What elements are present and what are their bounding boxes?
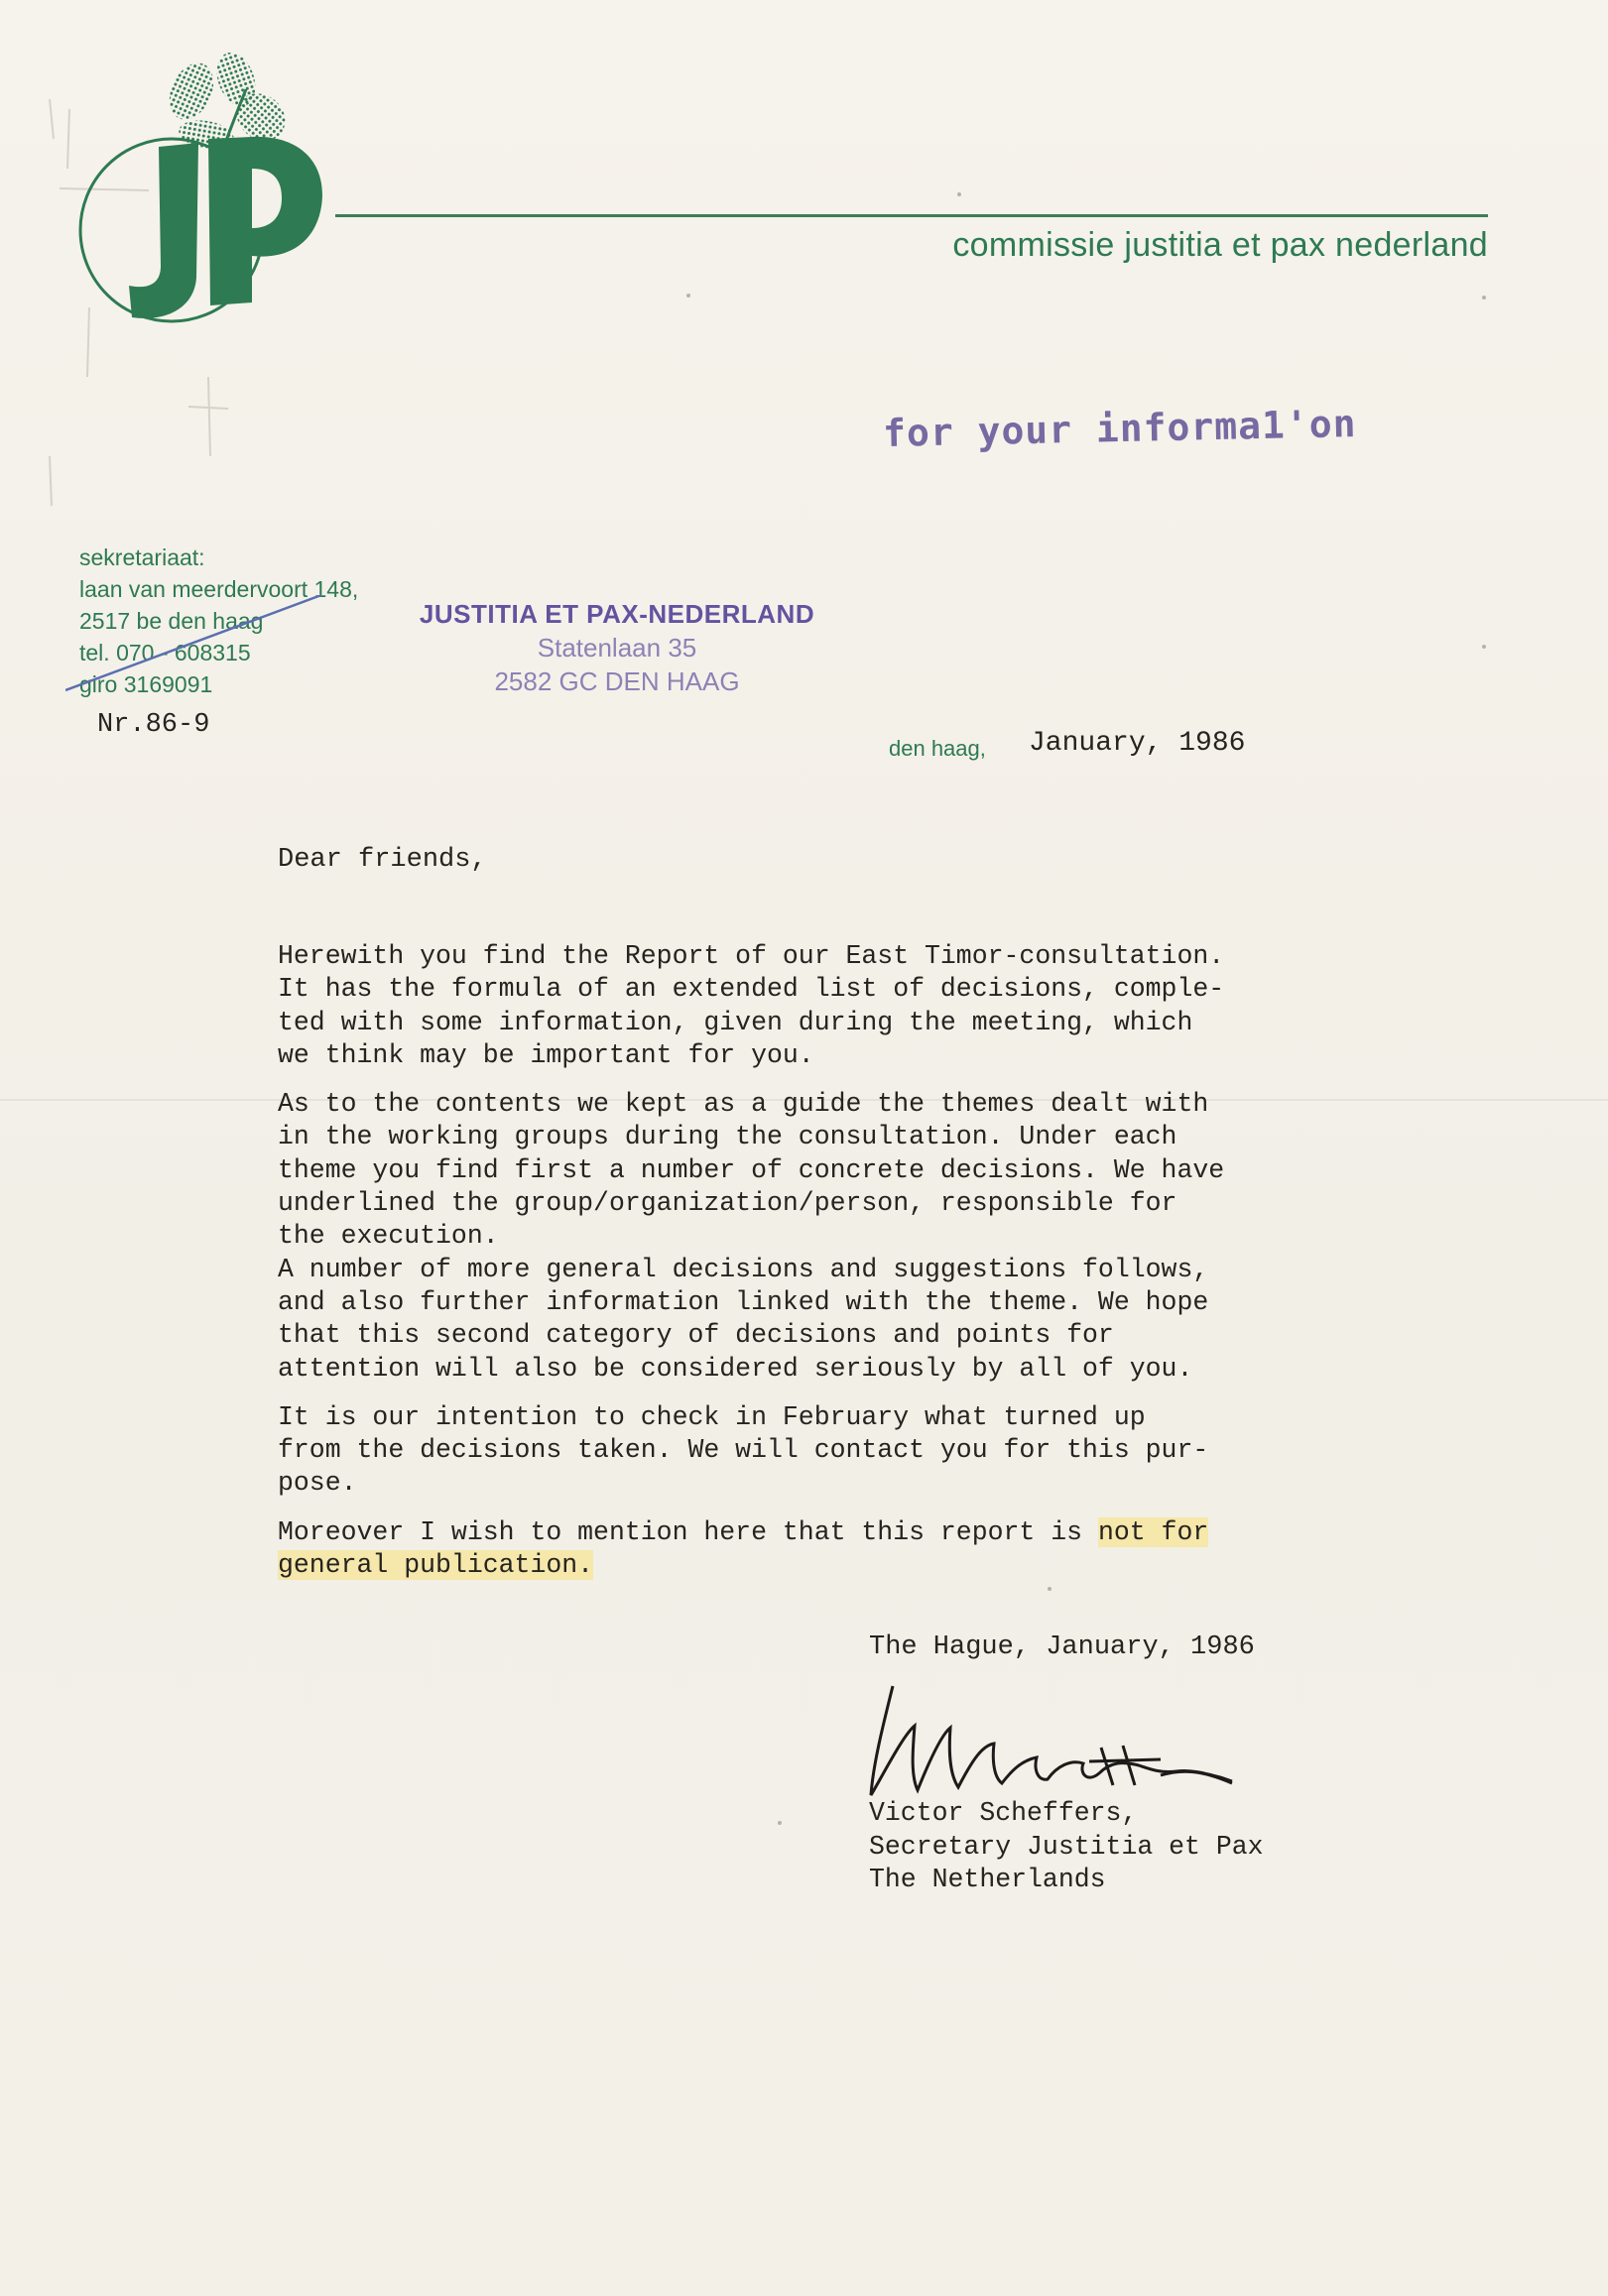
paper-speck bbox=[957, 192, 961, 196]
letterhead-rule bbox=[335, 214, 1488, 217]
text-line: in the working groups during the consultation. Under each bbox=[278, 1122, 1177, 1152]
text-line: and also further information linked with the theme. We hope bbox=[278, 1286, 1209, 1317]
reference-number: Nr.86-9 bbox=[97, 710, 210, 740]
text-line: A number of more general decisions and suggestions follows, bbox=[278, 1254, 1209, 1284]
paper-speck bbox=[1482, 296, 1486, 300]
secretariat-street: laan van meerdervoort 148, bbox=[79, 576, 359, 602]
signatory-name: Victor Scheffers, bbox=[869, 1798, 1138, 1828]
text-line: from the decisions taken. We will contact you for this pur- bbox=[278, 1435, 1209, 1466]
org-name: commissie justitia et pax nederland bbox=[952, 226, 1488, 264]
highlighted-text: general publication. bbox=[278, 1550, 594, 1581]
date-label: den haag, bbox=[889, 736, 986, 761]
paragraph-2 bbox=[278, 1088, 1224, 1386]
secretariat-label: sekretariaat: bbox=[79, 544, 205, 570]
signatory-country: The Netherlands bbox=[869, 1865, 1106, 1894]
stamp-city: 2582 GC DEN HAAG bbox=[494, 666, 740, 696]
text-line: the execution. bbox=[278, 1221, 499, 1252]
handwritten-signature bbox=[863, 1666, 1339, 1805]
text-line: theme you find first a number of concrete decisions. We have bbox=[278, 1154, 1225, 1185]
paper-speck bbox=[1482, 645, 1486, 649]
paragraph-3 bbox=[278, 1401, 1224, 1501]
jp-logo bbox=[77, 40, 335, 347]
text-line: pose. bbox=[278, 1468, 357, 1499]
text-line: It is our intention to check in February what turned up bbox=[278, 1401, 1146, 1432]
signatory-title: Secretary Justitia et Pax bbox=[869, 1831, 1264, 1862]
text-line: attention will also be considered seriously by all of you. bbox=[278, 1353, 1193, 1384]
closing-date: The Hague, January, 1986 bbox=[869, 1632, 1255, 1662]
text-line bbox=[278, 1516, 1224, 1549]
date-value: January, 1986 bbox=[1029, 728, 1246, 759]
address-strike-through bbox=[65, 595, 333, 694]
paper-speck bbox=[1048, 1587, 1051, 1591]
paper-speck bbox=[778, 1821, 782, 1825]
text-line: It has the formula of an extended list of decisions, comple- bbox=[278, 974, 1225, 1005]
letter-body bbox=[278, 940, 1224, 1598]
secretariat-phone: tel. 070 - 608315 bbox=[79, 640, 251, 665]
highlighted-text: not for bbox=[1097, 1516, 1209, 1547]
text-line: ted with some information, given during the meeting, which bbox=[278, 1007, 1193, 1037]
text-line: underlined the group/organization/person, responsible for bbox=[278, 1188, 1177, 1219]
text-plain: Moreover I wish to mention here that this report is bbox=[278, 1516, 1098, 1547]
secretariat-postcode: 2517 be den haag bbox=[79, 608, 264, 634]
signature-block bbox=[869, 1797, 1264, 1897]
paper-speck bbox=[686, 294, 690, 298]
paragraph-4 bbox=[278, 1516, 1224, 1583]
salutation: Dear friends, bbox=[278, 845, 487, 875]
text-line: As to the contents we kept as a guide the themes dealt with bbox=[278, 1089, 1209, 1120]
text-line: that this second category of decisions and points for bbox=[278, 1320, 1114, 1351]
text-line: we think may be important for you. bbox=[278, 1039, 814, 1070]
text-line: Herewith you find the Report of our East Timor-consultation. bbox=[278, 941, 1225, 971]
stamp-org-name: JUSTITIA ET PAX-NEDERLAND bbox=[419, 599, 815, 629]
paragraph-1 bbox=[278, 940, 1224, 1072]
secretariat-giro: giro 3169091 bbox=[79, 671, 213, 697]
address-stamp bbox=[409, 597, 825, 698]
stamp-street: Statenlaan 35 bbox=[537, 633, 697, 663]
text-line bbox=[278, 1549, 1224, 1582]
for-your-information-stamp: for your informa1'on bbox=[882, 402, 1357, 455]
